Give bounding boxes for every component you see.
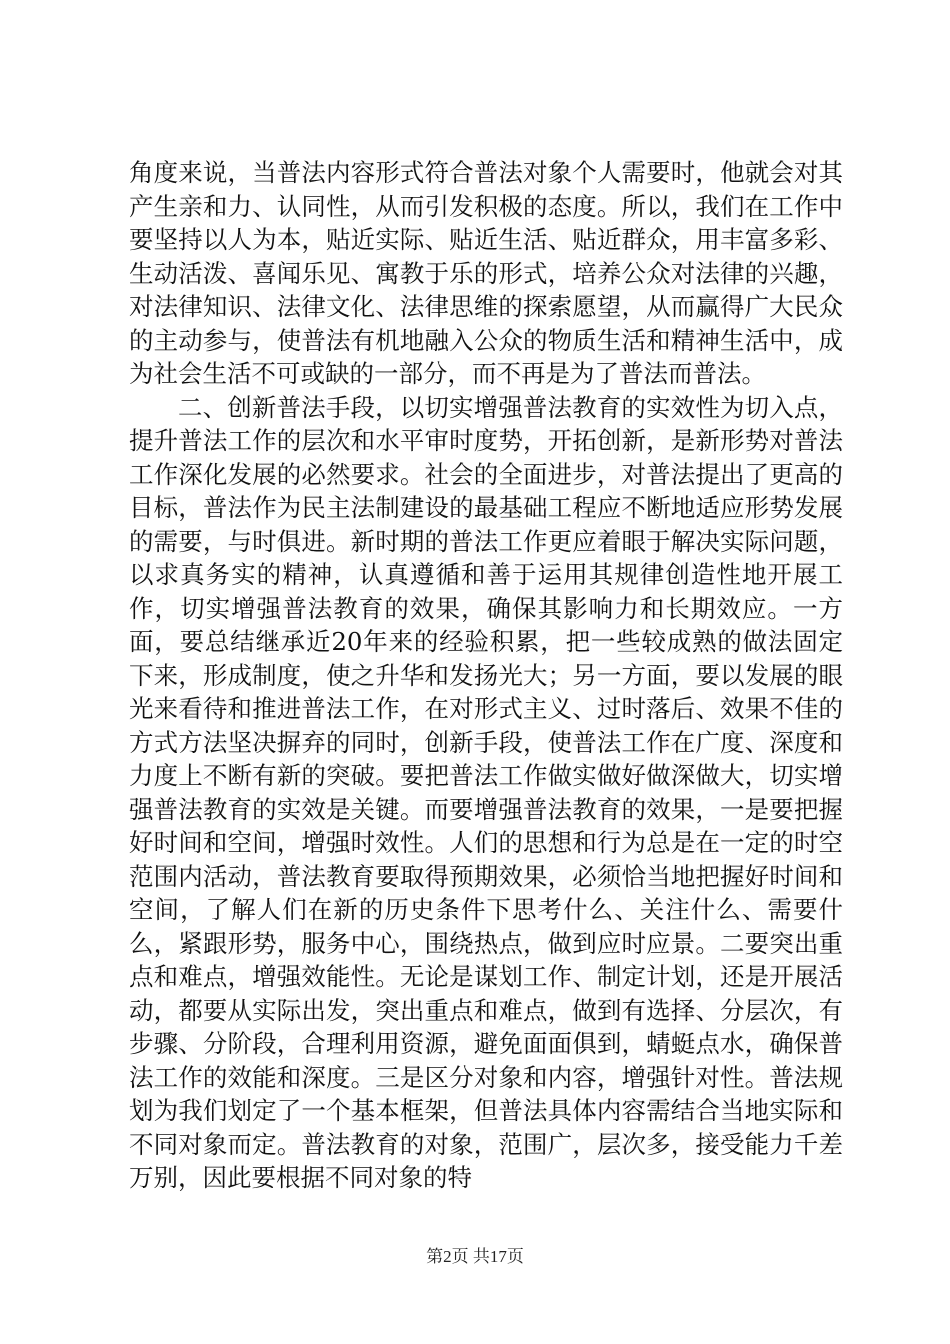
paragraph-continuation: 角度来说，当普法内容形式符合普法对象个人需要时，他就会对其产生亲和力、认同性，从而引发积极的态度。所以，我们在工作中要坚持以人为本，贴近实际、贴近生活、贴近群众，用丰富多彩、生动活泼、喜闻乐见、寓教于乐的形式，培养公众对法律的兴趣，对法律知识、法律文化、法律思维的探索愿望，从而赢得广大民众的主动参与，使普法有机地融入公众的物质生活和精神生活中，成为社会生活不可或缺的一部分，而不再是为了普法而普法。	[129, 158, 843, 388]
document-body	[129, 156, 843, 1195]
page-number: 第2页 共17页	[426, 1247, 524, 1266]
page-footer	[0, 1242, 950, 1267]
paragraph-section-two: 二、创新普法手段，以切实增强普法教育的实效性为切入点，提升普法工作的层次和水平审时度势，开拓创新，是新形势对普法工作深化发展的必然要求。社会的全面进步，对普法提出了更高的目标，普法作为民主法制建设的最基础工程应不断地适应形势发展的需要，与时俱进。新时期的普法工作更应着眼于解决实际问题，以求真务实的精神，认真遵循和善于运用其规律创造性地开展工作，切实增强普法教育的效果，确保其影响力和长期效应。一方面，要总结继承近20年来的经验积累，把一些较成熟的做法固定下来，形成制度，使之升华和发扬光大；另一方面，要以发展的眼光来看待和推进普法工作，在对形式主义、过时落后、效果不佳的方式方法坚决摒弃的同时，创新手段，使普法工作在广度、深度和力度上不断有新的突破。要把普法工作做实做好做深做大，切实增强普法教育的实效是关键。而要增强普法教育的效果，一是要把握好时间和空间，增强时效性。人们的思想和行为总是在一定的时空范围内活动，普法教育要取得预期效果，必须恰当地把握好时间和空间，了解人们在新的历史条件下思考什么、关注什么、需要什么，紧跟形势，服务中心，围绕热点，做到应时应景。二要突出重点和难点，增强效能性。无论是谋划工作、制定计划，还是开展活动，都要从实际出发，突出重点和难点，做到有选择、分层次，有步骤、分阶段，合理利用资源，避免面面俱到，蜻蜓点水，确保普法工作的效能和深度。三是区分对象和内容，增强针对性。普法规划为我们划定了一个基本框架，但普法具体内容需结合当地实际和不同对象而定。普法教育的对象，范围广，层次多，接受能力千差万别，因此要根据不同对象的特	[129, 392, 843, 1192]
